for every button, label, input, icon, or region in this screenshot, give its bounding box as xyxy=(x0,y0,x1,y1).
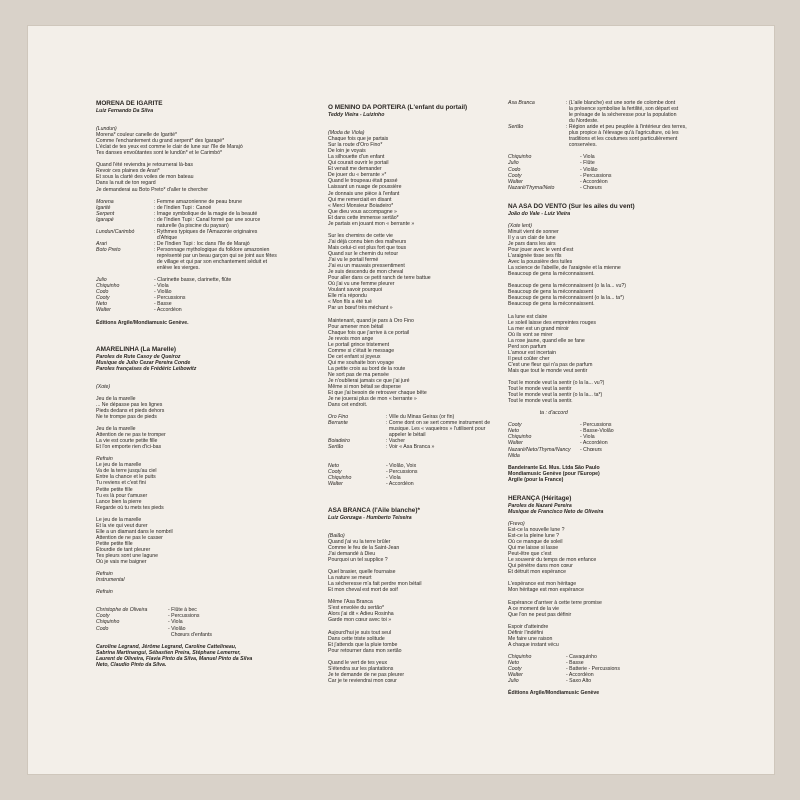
song-title: MORENA DE IGARITE xyxy=(96,100,163,107)
row-term: Walter xyxy=(508,440,523,447)
lyric-line: J'ai eu un mauvais pressentiment xyxy=(328,263,405,270)
lyric-line: Et détruit mon espérance xyxy=(508,569,566,576)
row-definition: - Percussions xyxy=(386,468,418,475)
lyric-line: Mon héritage est mon espérance xyxy=(508,587,584,594)
lyric-line: L'éclat de tes yeux est comme le clair de lune sur l'île de Marajó xyxy=(96,144,243,151)
lyric-line: Que l'on ne peut pas définir xyxy=(508,611,572,618)
lyric-line: Et l'on emporte rien d'ici-bas xyxy=(96,444,162,451)
lyric-line: La silhouette d'un enfant xyxy=(328,154,385,161)
lyric-line: Pour retourner dans mon sertão xyxy=(328,647,402,654)
lyric-line: Dans cet endroit. xyxy=(328,402,368,409)
row-term: Chiquinho xyxy=(96,283,120,290)
lyric-line: Je donnais une pièce à l'enfant xyxy=(328,190,400,197)
row-definition: - Violão xyxy=(168,625,186,632)
lyric-line: Ne sort pas de ma pensée xyxy=(328,371,389,378)
spacer xyxy=(508,191,758,203)
row-definition: Chœurs d'enfants xyxy=(168,631,212,638)
lyric-line: Je partais en jouant mon « berrante » xyxy=(328,220,415,227)
lyric-line: La sécheresse m'a fait perdre mon bétail xyxy=(328,581,422,588)
lyric-line: Il y a un clair de lune xyxy=(508,234,556,241)
row-term: Walter xyxy=(508,178,523,185)
lyric-line: Je revois mon ange xyxy=(328,335,374,342)
row-term: Neto xyxy=(508,428,519,435)
row-definition: - Basse xyxy=(566,660,584,667)
row-definition: la présence symbolise la fertilité, son départ est xyxy=(566,106,679,113)
lyric-line: Qui me laisse si lasse xyxy=(508,545,559,552)
lyric-line: Tout le monde veut la sentir (o la la... ta*) xyxy=(508,392,603,399)
lyric-line: Petite petite fille xyxy=(96,540,133,547)
lyric-line: A chaque instant vécu xyxy=(508,641,559,648)
row-definition: - Flûte à bec xyxy=(168,607,197,614)
lyric-line: La rose jaune, quand elle se fane xyxy=(508,337,585,344)
italic-note: (Xote) xyxy=(96,383,111,390)
row-term: Julio xyxy=(508,678,519,685)
row-definition: - Percussions xyxy=(168,613,200,620)
lyric-line: Et que j'ai besoin de retrouver chaque bête xyxy=(328,390,427,397)
lyric-line: Le portail grince tristement xyxy=(328,341,390,348)
lyric-line: Lance bien la pierre xyxy=(96,498,142,505)
publisher-line: Mondiamusic Genève (pour l'Europe) xyxy=(508,470,600,477)
lyric-line: Pour jouer avec le vent d'est xyxy=(508,246,574,253)
lyric-line: Dans cette triste solitude xyxy=(328,635,385,642)
row-definition: - Violão xyxy=(154,289,172,296)
row-term: Christophe de Oliveira xyxy=(96,607,148,614)
lyric-line: Minuit vient de sonner xyxy=(508,228,559,235)
row-definition: : Personnage mythologique du folklore amazonien xyxy=(154,246,270,253)
row-term: Cooty xyxy=(508,172,522,179)
lyric-line: Espoir d'atteindre xyxy=(508,623,549,630)
column-middle xyxy=(328,104,528,684)
song-credit: Teddy Vieira - Luizinho xyxy=(328,112,385,118)
lyric-line: Pour amener mon bétail xyxy=(328,323,384,330)
lyric-line: Tes danses envoûtantes sont le lundûn* et le Carimbó* xyxy=(96,150,223,157)
lyric-line: Quand le vert de tes yeux xyxy=(328,659,388,666)
lyric-line: Tout le monde veut la sentir (o la la... vu?) xyxy=(508,380,605,387)
lyric-line: Elle m'a répondu xyxy=(328,293,367,300)
lyric-line: Comme le feu de la Saint-Jean xyxy=(328,544,400,551)
lyric-line: Quand sur le chemin du retour xyxy=(328,250,399,257)
lyric-line: Va de la terre jusqu'au ciel xyxy=(96,468,157,475)
lyric-line: Où j'ai vu une femme pleurer xyxy=(328,281,395,288)
row-term: Julio xyxy=(96,277,107,284)
spacer xyxy=(96,326,296,346)
row-term: Arari xyxy=(96,240,107,247)
row-term: Morena xyxy=(96,198,114,205)
spacer xyxy=(328,451,528,463)
italic-note: (Moda de Viola) xyxy=(328,130,365,137)
lyric-line: Qui courait ouvrir le portail xyxy=(328,160,389,167)
lyric-line: Je n'oublierai jamais ce que j'ai juré xyxy=(328,377,410,384)
row-definition: enlève les vierges. xyxy=(154,265,200,272)
row-definition: - Accordéon xyxy=(580,178,608,185)
lyric-line: Pourquoi un tel supplice ? xyxy=(328,556,388,563)
song-credit: Paroles de Nazaré Pereira xyxy=(508,502,572,509)
lyric-line: Est-ce la nouvelle lune ? xyxy=(508,527,565,533)
row-definition: : Voir « Asa Branca » xyxy=(386,444,435,451)
row-term: Cooty xyxy=(96,295,110,302)
row-definition: : Région aride et peu peuplée à l'intérieur des terres, xyxy=(566,124,687,131)
row-term: Cooty xyxy=(508,422,522,429)
song-title: NA ASA DO VENTO (Sur les ailes du vent) xyxy=(508,202,635,210)
lyric-line: Tes pleurs sont une lagune xyxy=(96,553,159,560)
lyric-line: ... Ne dépasse pas les lignes xyxy=(96,401,163,408)
row-definition: : (L'aile blanche) est une sorte de colombe dont xyxy=(566,100,676,106)
row-term: Nilda xyxy=(508,452,520,459)
italic-note: (Lundun) xyxy=(96,126,117,133)
row-term: Walter xyxy=(328,480,343,487)
row-definition: - Saxo Alto xyxy=(566,678,592,685)
row-definition: conservées. xyxy=(566,142,597,149)
row-term: Berrante xyxy=(328,420,348,427)
spacer xyxy=(96,114,296,126)
lyric-line: Le souvenir du temps de mon enfance xyxy=(508,557,597,564)
lyric-line: Le jeu de la marelle xyxy=(96,462,142,469)
lyric-line: Que dieu vous accompagne » xyxy=(328,208,397,215)
italic-note: Instrumental xyxy=(96,577,125,584)
lyric-line: Pieds dedans et pieds dehors xyxy=(96,407,165,414)
row-term: Nazaré/Neto/Thyma/Nancy xyxy=(508,446,571,453)
row-definition: : Rythmes typiques de l'Amazonie originaires xyxy=(154,228,258,235)
lyric-line: Maintenant, quand je pars à Oro Fino xyxy=(328,317,414,324)
lyric-line: Beaucoup de gens la méconnaissent (o la la... ta*) xyxy=(508,295,624,302)
lyric-line: L'amour est incertain xyxy=(508,349,556,356)
song-title: AMARELINHA (La Marelle) xyxy=(96,345,177,353)
lyric-line: Et la vie qui veut durer xyxy=(96,522,148,529)
lyric-line: Dans la nuit de ton regard xyxy=(96,180,156,187)
row-definition: : de l'Indien Tupi : Canoë xyxy=(154,204,212,211)
lyric-line: Elle a un diamant dans le nombril xyxy=(96,528,173,535)
lyric-line: Comme l'enchantement du grand serpent* des Igarapé* xyxy=(96,138,225,145)
row-term: Chiquinho xyxy=(96,619,120,626)
lyric-line: Laissant un nuage de poussière xyxy=(328,184,402,191)
lyric-line: Pour aller dans ce petit ranch de terre battue xyxy=(328,275,431,282)
lyric-line: Car je te reviendrai mon cœur xyxy=(328,677,397,684)
row-term: Codo xyxy=(96,625,109,632)
row-definition: : Corne dont on se sert comme instrument de xyxy=(386,420,491,427)
lyric-line: Attention de ne pas le casser xyxy=(96,534,163,541)
lyric-line: Où je vais me baigner xyxy=(96,559,147,566)
row-definition: - Basse xyxy=(154,301,172,308)
lyric-line: La nature se meurt xyxy=(328,575,372,582)
lyric-line: J'ai vu le portail fermé xyxy=(328,257,379,264)
italic-note: (Xote lent) xyxy=(508,222,532,229)
lyric-line: Avec la poussière des tuiles xyxy=(508,259,573,266)
lyric-line: J'ai demandé à Dieu xyxy=(328,550,376,557)
row-definition: musique. Les « vaqueiros » l'utilisent pour xyxy=(386,426,486,433)
publisher-line: Éditions Argile/Mondiamusic Genève. xyxy=(96,319,189,326)
row-definition: - Viola xyxy=(580,154,595,161)
row-term: Codo xyxy=(96,289,109,296)
lyric-line: L'espérance est mon héritage xyxy=(508,581,577,588)
row-definition: - Clarinette basse, clarinette, flûte xyxy=(154,277,232,284)
row-definition: - Chœurs xyxy=(580,446,602,453)
row-definition: - Viola xyxy=(386,474,401,481)
row-term: Serpent xyxy=(96,210,115,217)
row-term: Julio xyxy=(508,160,519,167)
spacer xyxy=(328,118,528,130)
row-definition: appeler le bétail xyxy=(386,432,426,439)
lyric-line: Par un bœuf très méchant » xyxy=(328,305,393,312)
lyric-line: De loin je voyais xyxy=(328,148,366,155)
lyric-line: Morena* couleur canelle de Igarité* xyxy=(96,132,178,139)
lyric-line: La lune est claire xyxy=(508,313,548,320)
lyric-line: Qui me souhaite bon voyage xyxy=(328,359,395,366)
row-term: Sertão xyxy=(508,124,524,131)
lyric-line: Beaucoup de gens la méconnaissent. xyxy=(508,301,595,308)
lyric-line: Garde mon cœur avec toi » xyxy=(328,617,392,624)
lyric-line: Sur les chemins de cette vie xyxy=(328,232,393,239)
row-term: Chiquinho xyxy=(508,434,532,441)
lyric-line: Qui me remerciait en disant xyxy=(328,196,392,203)
italic-note: Refrain xyxy=(96,571,113,578)
song-credit: Laurent de Oliveira, Flavia Pinto da Silva, Manuel Pinto da Silva xyxy=(96,655,253,662)
row-definition: - Cavaquinho xyxy=(566,653,597,660)
lyric-line: S'étendra sur les plantations xyxy=(328,665,394,672)
row-definition: - Viola xyxy=(154,283,169,290)
lyric-line: Où ils vont se mirer xyxy=(508,331,553,338)
row-definition: : Femme amazonienne de peau brune xyxy=(154,198,242,205)
row-definition: - Percussions xyxy=(580,172,612,179)
row-definition: : Image symbolique de la magie de la beauté xyxy=(154,210,258,217)
lyric-line: Et mon cheval est mort de soif xyxy=(328,587,398,594)
row-term: Cooty xyxy=(328,468,342,475)
row-term: Walter xyxy=(96,307,111,314)
lyric-line: Quel brasier, quelle fournaise xyxy=(328,569,396,576)
song-credit: Luiz Fernando Da Silva xyxy=(96,108,154,114)
lyric-line: Tu es là pour t'amuser xyxy=(96,492,148,499)
song-credit: Sabrina Martinangui, Sébastien Preira, Stéphane Lemerrer, xyxy=(96,649,241,656)
lyric-line: Attention de ne pas te tromper xyxy=(96,432,166,439)
italic-note: ta : d'accord xyxy=(508,410,568,417)
lyric-line: A ce moment de la vie xyxy=(508,605,560,612)
column-left xyxy=(96,100,296,668)
row-definition: traditions et les coutumes sont particulièrement xyxy=(566,136,678,143)
row-definition: d'Afrique xyxy=(154,234,178,241)
row-term: Chiquinho xyxy=(508,653,532,660)
row-definition: - Accordéon xyxy=(154,307,182,314)
lyric-line: Tout le monde veut la sentir xyxy=(508,386,572,393)
column-right xyxy=(508,100,758,696)
row-term: Asa Branca xyxy=(508,100,535,106)
row-term: Walter xyxy=(508,672,523,679)
row-definition: - Batterie - Percussions xyxy=(566,666,620,673)
row-definition: naturelle (la piscine du paysan) xyxy=(154,222,229,229)
lyric-line: L'araignée tisse ses fils xyxy=(508,253,562,260)
lyric-line: Qui pénètre dans mon cœur xyxy=(508,563,573,570)
lyric-line: De jouer du « berrante »* xyxy=(328,172,387,179)
lyric-line: La vie est courte petite fille xyxy=(96,438,158,445)
lyric-line: Entre la chance et le puits xyxy=(96,474,156,481)
lyric-line: De cet enfant si joyeux xyxy=(328,353,381,360)
lyric-line: La petite croix au bord de la route xyxy=(328,365,406,372)
spacer xyxy=(328,521,528,533)
song-credit: João do Vale - Luiz Vieira xyxy=(508,210,571,217)
italic-note: Refrain xyxy=(96,456,113,463)
row-term: Boto Preto xyxy=(96,246,121,253)
lyric-line: « Merci Monsieur Boiadeiro* xyxy=(328,202,394,209)
row-term: Lundun/Carimbó xyxy=(96,228,135,235)
row-term: Neto xyxy=(328,462,339,469)
lyric-line: Étourdie de tant pleurer xyxy=(96,547,151,553)
spacer xyxy=(508,483,758,495)
song-title: HERANÇA (Héritage) xyxy=(508,494,572,502)
row-definition: - Accordéon xyxy=(386,480,414,487)
lyric-line: Définir l'indéfini xyxy=(508,629,544,636)
row-term: Boiadeiro xyxy=(328,438,350,445)
row-definition: - Viola xyxy=(168,619,183,626)
lyric-line: Peut-être que c'est xyxy=(508,551,552,558)
lyric-line: S'est envolée du sertão* xyxy=(328,605,385,612)
row-term: Igarité xyxy=(96,204,111,211)
lyric-line: Perd son parfum xyxy=(508,343,547,350)
row-definition: - Basse-Violão xyxy=(580,428,614,435)
lyric-line: Il peut coûter cher xyxy=(508,355,550,362)
row-definition: : de l'Indien Tupi : Canal formé par une source xyxy=(154,216,261,223)
lyric-line: Espérance d'arriver à cette terre promise xyxy=(508,599,602,606)
row-term: Nazaré/Thyma/Neto xyxy=(508,184,555,191)
row-term: Neto xyxy=(96,301,107,308)
song-credit: Paroles de Rute Casoy de Queiroz xyxy=(96,353,181,360)
row-definition: : Ville du Minas Geiras (or fin) xyxy=(386,414,455,421)
lyric-line: Voulant savoir pourquoi xyxy=(328,287,383,294)
row-definition: - Accordéon xyxy=(566,672,594,679)
publisher-line: Bandeirante Ed. Mus. Ltda São Paulo xyxy=(508,464,600,471)
lyric-line: Sur la route d'Oro Fino* xyxy=(328,142,383,149)
row-term: Chiquinho xyxy=(508,154,532,161)
lyric-line: Où ce manque de soleil xyxy=(508,539,563,546)
song-credit: Luiz Gonzaga - Humberto Teixeira xyxy=(328,514,412,521)
spacer xyxy=(328,487,528,507)
lyric-line: Petite petite fille xyxy=(96,486,133,493)
row-definition: - Accordéon xyxy=(580,440,608,447)
lyric-line: Chaque fois que j'arrive à ce portail xyxy=(328,329,410,336)
lyric-line: Comme si c'était le message xyxy=(328,347,395,354)
lyric-line: Revoir ces plaines de Arari* xyxy=(96,168,160,175)
lyric-line: Mais celui-ci est plus fort que tous xyxy=(328,244,407,251)
song-credit: Paroles françaises de Frédéric Leibowitz xyxy=(96,365,197,372)
row-definition: - Viola xyxy=(580,434,595,441)
lyric-line: « Mon fils a été tué xyxy=(328,299,372,306)
lyric-line: Tout le monde veut la sentir. xyxy=(508,398,573,405)
song-credit: Musique de Julio Cezar Pereira Conde xyxy=(96,359,191,366)
row-definition: du Nordeste. xyxy=(566,118,599,125)
row-term: Cooty xyxy=(96,613,110,620)
lyric-line: La science de l'abeille, de l'araignée et la mienne xyxy=(508,265,621,272)
lyric-line: Je ne jouerai plus de mon « berrante » xyxy=(328,396,417,403)
publisher-line: Argile (pour la France) xyxy=(508,476,564,483)
lyric-line: Regarde où tu mets tes pieds xyxy=(96,504,164,511)
lyric-line: Je demanderai au Boto Preto* d'aller te chercher xyxy=(96,186,209,193)
row-definition: - Percussions xyxy=(580,422,612,429)
song-credit: Caroline Legrand, Jérôme Legrand, Caroline Cattelineau, xyxy=(96,643,237,650)
row-term: Chiquinho xyxy=(328,474,352,481)
lyric-line: La mer est un grand miroir xyxy=(508,325,569,332)
italic-note: (Baião) xyxy=(328,532,345,539)
lyric-line: Alors j'ai dit « Adieu Rosinha xyxy=(328,611,394,618)
lyric-line: Beaucoup de gens la méconnaissent (o la la... vu?) xyxy=(508,283,626,290)
row-term xyxy=(96,632,168,638)
lyric-line: Et j'attends que la pluie tombe xyxy=(328,641,398,648)
lyric-line: Ne te trompe pas de pieds xyxy=(96,413,157,420)
song-title: ASA BRANCA (l'Aile blanche)* xyxy=(328,506,420,514)
row-term: Sertão xyxy=(328,444,344,451)
row-definition: représenté par un beau garçon qui se joint aux fêtes xyxy=(154,253,277,260)
lyric-line: Beaucoup de gens la méconnaissent xyxy=(508,289,594,296)
lyric-line: Jeu de la marelle xyxy=(96,395,136,402)
row-term xyxy=(96,265,154,271)
lyric-line: Et sous la clarté des voiles de mon bateau xyxy=(96,174,194,181)
row-definition: - Chœurs xyxy=(580,184,602,191)
lyric-line: C'est une fleur qui n'a pas de parfum xyxy=(508,361,593,368)
row-term: Neto xyxy=(508,660,519,667)
row-definition: - Violão, Voix xyxy=(386,462,417,469)
song-credit: Musique de Francisco Neto de Oliveira xyxy=(508,508,604,515)
lyric-line: Quand j'ai vu la terre brûler xyxy=(328,538,391,545)
row-term: Cooty xyxy=(508,666,522,673)
song-credit: Neto, Claudio Pinto da Silva. xyxy=(96,661,167,668)
row-definition: - Percussions xyxy=(154,295,186,302)
row-definition: le présage de la sécheresse pour la population xyxy=(566,112,677,119)
row-definition: plus propice à l'élevage qu'à l'agriculture, où les xyxy=(566,130,679,137)
song-title: O MENINO DA PORTEIRA (L'enfant du portail) xyxy=(328,104,468,111)
lyric-line: Je te demande de ne pas pleurer xyxy=(328,671,405,678)
lyric-line: Le jeu de la marelle xyxy=(96,516,142,523)
italic-note: Refrain xyxy=(96,589,113,596)
row-term: Igarapé xyxy=(96,216,114,223)
lyric-line: Et dans cette immense sertão* xyxy=(328,214,399,221)
spacer xyxy=(96,372,296,384)
lyric-line: Tu reviens et c'est fini xyxy=(96,480,146,487)
lyric-line: Chaque fois que je partais xyxy=(328,136,389,143)
lyric-line: Jeu de la marelle xyxy=(96,426,136,433)
row-definition: de village et qui par son enchantement séduit et xyxy=(154,259,268,266)
row-definition: : Vacher xyxy=(386,438,405,445)
lyric-line: Quand l'été reviendra je retournerai là-bas xyxy=(96,162,194,169)
row-term xyxy=(508,142,566,148)
lyric-line: Est-ce la pleine lune ? xyxy=(508,533,560,540)
lyric-line: Même l'Asa Branca xyxy=(328,599,373,606)
lyric-line: Le soleil laisse des empreintes rouges xyxy=(508,319,596,326)
row-definition: - Flûte xyxy=(580,160,595,167)
lyric-line: Je pars dans les airs xyxy=(508,240,556,247)
row-definition: : De l'Indien Tupi : loc dans l'île de Marajó xyxy=(154,240,250,247)
lyric-line: J'ai déjà connu bien des malheurs xyxy=(328,238,407,245)
lyric-line: Et venait me demander xyxy=(328,166,382,173)
row-definition: - Violão xyxy=(580,166,598,173)
publisher-line: Éditions Argile/Mondiamusic Genève xyxy=(508,690,600,697)
lyric-line: Me faire une raison xyxy=(508,635,553,642)
liner-notes-sheet xyxy=(28,26,774,774)
lyric-line: Même si mon bétail se disperse xyxy=(328,384,401,391)
italic-note: (Frevo) xyxy=(508,520,525,527)
lyric-line: Beaucoup de gens la méconnaissent. xyxy=(508,271,595,278)
row-term: Oro Fino xyxy=(328,414,349,421)
lyric-line: Je suis descendu de mon cheval xyxy=(328,269,404,276)
lyric-line: Aujourd'hui je suis tout seul xyxy=(328,629,391,636)
spacer xyxy=(96,595,296,607)
lyric-line: Quand le troupeau était passé xyxy=(328,178,398,185)
row-term: Codo xyxy=(508,166,521,173)
lyric-line: Mais que tout le monde veut sentir xyxy=(508,367,588,374)
